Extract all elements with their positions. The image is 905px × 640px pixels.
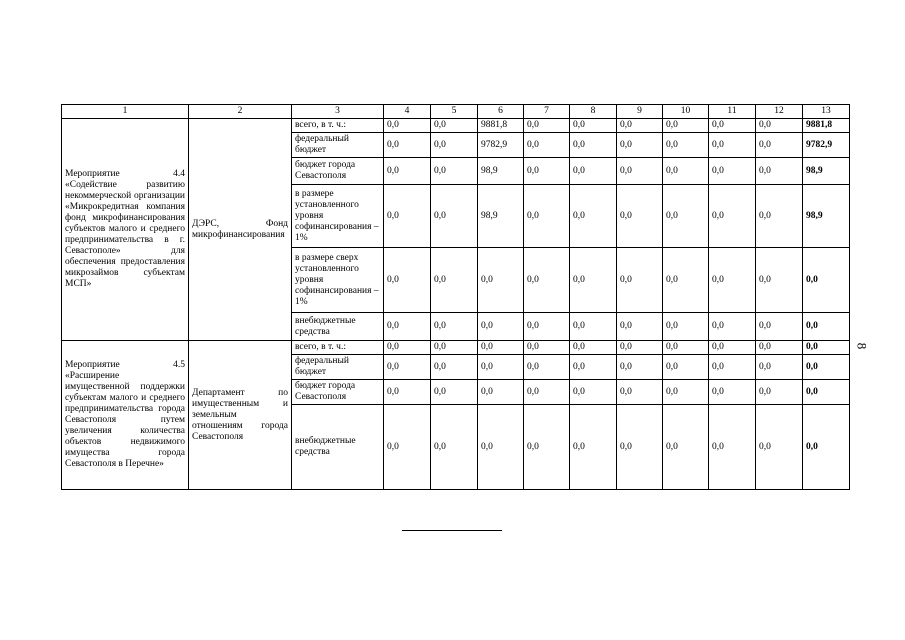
value-cell: 98,9 [478,158,524,185]
value-cell: 0,0 [663,119,709,133]
header-cell: 7 [524,105,570,119]
total-cell: 0,0 [803,341,850,355]
value-cell: 9881,8 [478,119,524,133]
value-cell: 0,0 [663,355,709,380]
value-cell: 0,0 [756,119,803,133]
value-cell: 0,0 [663,185,709,248]
value-cell: 0,0 [756,313,803,341]
value-cell: 0,0 [756,248,803,313]
total-cell: 9782,9 [803,133,850,158]
value-cell: 0,0 [663,380,709,405]
value-cell: 0,0 [617,248,663,313]
value-cell: 0,0 [617,119,663,133]
value-cell: 0,0 [431,341,478,355]
value-cell: 0,0 [524,185,570,248]
header-cell: 11 [709,105,756,119]
value-cell: 0,0 [570,313,617,341]
table-body [62,105,850,490]
funding-source: внебюджетные средства [292,313,384,341]
value-cell: 0,0 [570,185,617,248]
value-cell: 0,0 [756,380,803,405]
value-cell: 0,0 [478,313,524,341]
value-cell: 0,0 [617,341,663,355]
header-cell: 6 [478,105,524,119]
value-cell: 0,0 [756,158,803,185]
funding-source: в размере установленного уровня софинансирования – 1% [292,185,384,248]
value-cell: 0,0 [663,405,709,490]
header-cell: 10 [663,105,709,119]
value-cell: 0,0 [524,133,570,158]
value-cell: 0,0 [431,185,478,248]
value-cell: 0,0 [617,355,663,380]
value-cell: 0,0 [617,158,663,185]
value-cell: 0,0 [663,133,709,158]
value-cell: 0,0 [756,133,803,158]
value-cell: 0,0 [384,313,431,341]
value-cell: 0,0 [431,405,478,490]
value-cell: 0,0 [570,380,617,405]
funding-source: всего, в т. ч.: [292,341,384,355]
funding-source: внебюджетные средства [292,405,384,490]
funding-source: федеральный бюджет [292,133,384,158]
value-cell: 0,0 [478,380,524,405]
value-cell: 0,0 [709,133,756,158]
value-cell: 0,0 [709,313,756,341]
total-cell: 0,0 [803,355,850,380]
value-cell: 0,0 [384,355,431,380]
value-cell: 0,0 [709,405,756,490]
value-cell: 0,0 [431,133,478,158]
header-cell: 13 [803,105,850,119]
value-cell: 0,0 [570,405,617,490]
value-cell: 0,0 [617,185,663,248]
value-cell: 0,0 [756,355,803,380]
value-cell: 0,0 [384,380,431,405]
total-cell: 0,0 [803,405,850,490]
value-cell: 0,0 [384,133,431,158]
value-cell: 0,0 [431,355,478,380]
value-cell: 0,0 [431,380,478,405]
value-cell: 0,0 [709,119,756,133]
value-cell: 0,0 [478,355,524,380]
value-cell: 0,0 [478,341,524,355]
value-cell: 0,0 [478,248,524,313]
budget-table [61,104,850,490]
header-cell: 9 [617,105,663,119]
funding-source: бюджет города Севастополя [292,380,384,405]
value-cell: 9782,9 [478,133,524,158]
value-cell: 0,0 [384,405,431,490]
value-cell: 0,0 [431,158,478,185]
funding-source: федеральный бюджет [292,355,384,380]
header-row [62,105,850,119]
header-cell: 2 [189,105,292,119]
value-cell: 0,0 [709,185,756,248]
value-cell: 0,0 [524,248,570,313]
value-cell: 0,0 [524,313,570,341]
header-cell: 3 [292,105,384,119]
total-cell: 0,0 [803,313,850,341]
value-cell: 0,0 [524,355,570,380]
header-cell: 8 [570,105,617,119]
value-cell: 0,0 [570,355,617,380]
value-cell: 0,0 [709,341,756,355]
page-number: 8 [854,342,870,350]
value-cell: 0,0 [709,248,756,313]
value-cell: 0,0 [524,405,570,490]
measure-executor: ДЭРС, Фонд микрофинансирования [189,119,292,341]
value-cell: 0,0 [709,355,756,380]
value-cell: 0,0 [663,313,709,341]
value-cell: 98,9 [478,185,524,248]
value-cell: 0,0 [756,341,803,355]
table-row [62,119,850,133]
header-cell: 12 [756,105,803,119]
funding-source: бюджет города Севастополя [292,158,384,185]
value-cell: 0,0 [570,341,617,355]
value-cell: 0,0 [756,185,803,248]
value-cell: 0,0 [384,119,431,133]
value-cell: 0,0 [431,248,478,313]
value-cell: 0,0 [617,380,663,405]
value-cell: 0,0 [756,405,803,490]
funding-source: в размере сверх установленного уровня софинансирования – 1% [292,248,384,313]
value-cell: 0,0 [709,158,756,185]
value-cell: 0,0 [617,313,663,341]
value-cell: 0,0 [524,341,570,355]
value-cell: 0,0 [663,341,709,355]
total-cell: 0,0 [803,248,850,313]
value-cell: 0,0 [524,119,570,133]
value-cell: 0,0 [617,405,663,490]
header-cell: 5 [431,105,478,119]
footer-rule [402,530,502,531]
value-cell: 0,0 [384,158,431,185]
value-cell: 0,0 [384,248,431,313]
total-cell: 9881,8 [803,119,850,133]
measure-description: Мероприятие 4.5 «Расширение имущественной поддержки субъектам малого и среднего предпринимательства города Севастополя путем увеличения количества объектов недвижимого имущества города Севастополя в Перечне» [62,341,189,490]
measure-description: Мероприятие 4.4 «Содействие развитию некоммерческой организации «Микрокредитная компания фонд микрофинансирования субъектов малого и среднего предпринимательства в г. Севастополе» для обеспечения предоставления микрозаймов субъектам МСП» [62,119,189,341]
value-cell: 0,0 [570,248,617,313]
funding-source: всего, в т. ч.: [292,119,384,133]
value-cell: 0,0 [663,248,709,313]
header-cell: 1 [62,105,189,119]
value-cell: 0,0 [524,380,570,405]
value-cell: 0,0 [524,158,570,185]
value-cell: 0,0 [617,133,663,158]
value-cell: 0,0 [570,133,617,158]
value-cell: 0,0 [709,380,756,405]
value-cell: 0,0 [570,119,617,133]
measure-executor: Департамент по имущественным и земельным отношениям города Севастополя [189,341,292,490]
value-cell: 0,0 [570,158,617,185]
header-cell: 4 [384,105,431,119]
value-cell: 0,0 [384,341,431,355]
table-row [62,341,850,355]
value-cell: 0,0 [478,405,524,490]
total-cell: 98,9 [803,185,850,248]
value-cell: 0,0 [663,158,709,185]
value-cell: 0,0 [384,185,431,248]
total-cell: 98,9 [803,158,850,185]
value-cell: 0,0 [431,119,478,133]
value-cell: 0,0 [431,313,478,341]
total-cell: 0,0 [803,380,850,405]
